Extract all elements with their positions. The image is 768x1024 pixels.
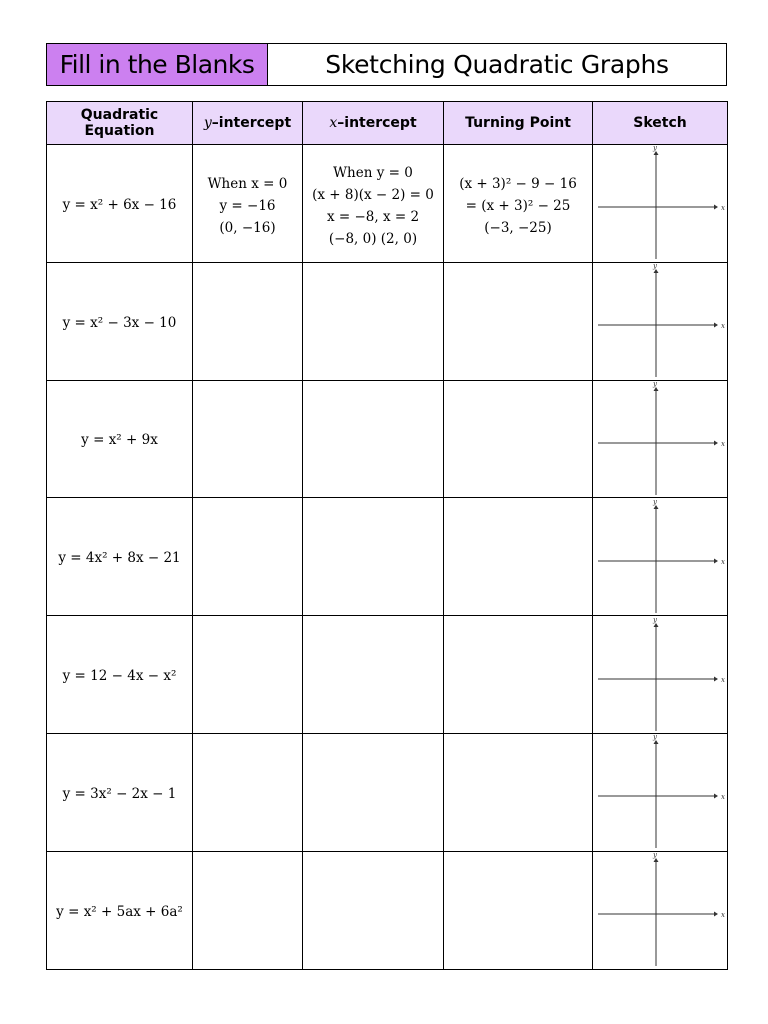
x-axis-arrow [714, 205, 718, 210]
sketch-cell[interactable] [593, 616, 728, 734]
equation-cell [47, 616, 193, 734]
header-y-var: y [203, 115, 212, 131]
sketch-axes [593, 263, 728, 379]
working-line: (x + 8)(x − 2) = 0 [312, 187, 434, 204]
equation-text: y = x² + 5ax + 6a² [56, 903, 183, 920]
y-intercept-cell[interactable] [193, 145, 303, 263]
equation-text: y = 4x² + 8x − 21 [58, 550, 181, 567]
y-axis-label: y [653, 145, 657, 153]
turning-point-cell-lines [444, 554, 592, 560]
y-intercept-cell-lines [193, 170, 302, 236]
sketch-axes [593, 499, 728, 615]
header-sketch: Sketch [593, 102, 728, 145]
turning-point-cell[interactable] [444, 733, 593, 851]
y-intercept-cell-lines [193, 672, 302, 678]
working-line: (x + 3)² − 9 − 16 [459, 176, 577, 193]
turning-point-cell-lines [444, 789, 592, 795]
y-intercept-cell-lines [193, 907, 302, 913]
x-intercept-cell-lines [303, 436, 443, 442]
working-line: x = −8, x = 2 [326, 209, 420, 226]
turning-point-cell[interactable] [444, 851, 593, 969]
y-intercept-cell[interactable] [193, 616, 303, 734]
x-axis-label: x [721, 322, 725, 331]
x-axis-label: x [721, 675, 725, 684]
equation-text: y = x² − 3x − 10 [62, 314, 177, 331]
y-intercept-cell-lines [193, 554, 302, 560]
sketch-cell[interactable] [593, 733, 728, 851]
x-axis-arrow [714, 440, 718, 445]
working-line: When y = 0 [333, 165, 413, 182]
sketch-cell[interactable] [593, 262, 728, 380]
y-axis-label: y [653, 852, 657, 860]
y-intercept-cell[interactable] [193, 498, 303, 616]
turning-point-cell-lines [444, 436, 592, 442]
x-intercept-cell[interactable] [303, 262, 444, 380]
equation-cell [47, 145, 193, 263]
table-row [47, 262, 728, 380]
table-row [47, 851, 728, 969]
turning-point-cell-lines [444, 672, 592, 678]
x-axis-arrow [714, 676, 718, 681]
y-intercept-cell-lines [193, 318, 302, 324]
y-axis-label: y [653, 380, 657, 388]
header-equation-line1: Quadratic [80, 107, 159, 123]
equation-cell [47, 380, 193, 498]
working-line: = (x + 3)² − 25 [465, 198, 571, 215]
x-intercept-cell[interactable] [303, 145, 444, 263]
x-axis-label: x [721, 204, 725, 213]
worksheet-type-label: Fill in the Blanks [47, 44, 268, 85]
header-x-intercept-text: –intercept [337, 115, 417, 131]
x-intercept-cell[interactable] [303, 498, 444, 616]
table-row [47, 498, 728, 616]
working-line: y = −16 [219, 198, 276, 215]
equation-cell [47, 262, 193, 380]
x-intercept-cell[interactable] [303, 616, 444, 734]
table-row [47, 616, 728, 734]
equation-cell [47, 733, 193, 851]
sketch-axes [593, 381, 728, 497]
x-axis-label: x [721, 439, 725, 448]
header-equation [47, 102, 193, 145]
x-axis-label: x [721, 557, 725, 566]
y-axis-label: y [653, 734, 657, 742]
working-line: (0, −16) [219, 220, 276, 237]
header-x-intercept [303, 102, 444, 145]
y-intercept-cell-lines [193, 436, 302, 442]
x-intercept-cell-lines [303, 554, 443, 560]
x-intercept-cell[interactable] [303, 851, 444, 969]
sketch-axes [593, 617, 728, 733]
x-intercept-cell[interactable] [303, 380, 444, 498]
turning-point-cell[interactable] [444, 498, 593, 616]
y-axis-label: y [653, 616, 657, 624]
x-intercept-cell-lines [303, 672, 443, 678]
sketch-axes [593, 852, 728, 968]
y-intercept-cell[interactable] [193, 851, 303, 969]
equation-cell [47, 851, 193, 969]
table-row [47, 145, 728, 263]
turning-point-cell-lines [444, 318, 592, 324]
y-intercept-cell-lines [193, 789, 302, 795]
x-intercept-cell-lines [303, 159, 443, 247]
equation-cell [47, 498, 193, 616]
x-axis-label: x [721, 911, 725, 920]
worksheet-title: Sketching Quadratic Graphs [325, 50, 669, 79]
turning-point-cell-lines [444, 907, 592, 913]
turning-point-cell-lines [444, 170, 592, 236]
turning-point-cell[interactable] [444, 380, 593, 498]
turning-point-cell[interactable] [444, 262, 593, 380]
header-equation-line2: Equation [84, 123, 155, 139]
header-row [47, 102, 728, 145]
header-y-intercept [193, 102, 303, 145]
header-x-var: x [329, 115, 338, 131]
y-intercept-cell[interactable] [193, 733, 303, 851]
y-axis-label: y [653, 263, 657, 271]
equation-text: y = 12 − 4x − x² [62, 668, 177, 685]
table-row [47, 733, 728, 851]
working-line: (−3, −25) [484, 220, 552, 237]
x-intercept-cell-lines [303, 318, 443, 324]
equation-text: y = x² + 6x − 16 [62, 196, 177, 213]
y-intercept-cell[interactable] [193, 380, 303, 498]
x-axis-label: x [721, 793, 725, 802]
working-line: (−8, 0) (2, 0) [328, 231, 418, 248]
header-y-intercept-text: –intercept [211, 115, 292, 131]
turning-point-cell[interactable] [444, 145, 593, 263]
equation-text: y = 3x² − 2x − 1 [62, 785, 177, 802]
worksheet-table [46, 101, 728, 970]
sketch-axes [593, 734, 728, 850]
sketch-cell[interactable] [593, 498, 728, 616]
sketch-cell[interactable] [593, 145, 728, 263]
x-intercept-cell[interactable] [303, 733, 444, 851]
working-line: When x = 0 [207, 176, 288, 193]
table-row [47, 380, 728, 498]
x-intercept-cell-lines [303, 907, 443, 913]
turning-point-cell[interactable] [444, 616, 593, 734]
y-axis-label: y [653, 498, 657, 506]
y-intercept-cell[interactable] [193, 262, 303, 380]
sketch-cell[interactable] [593, 380, 728, 498]
x-axis-arrow [714, 558, 718, 563]
x-axis-arrow [714, 794, 718, 799]
equation-text: y = x² + 9x [81, 432, 158, 449]
x-axis-arrow [714, 912, 718, 917]
title-bar [46, 43, 727, 86]
sketch-cell[interactable] [593, 851, 728, 969]
x-intercept-cell-lines [303, 789, 443, 795]
sketch-axes [593, 145, 728, 261]
header-turning-point: Turning Point [444, 102, 593, 145]
x-axis-arrow [714, 323, 718, 328]
